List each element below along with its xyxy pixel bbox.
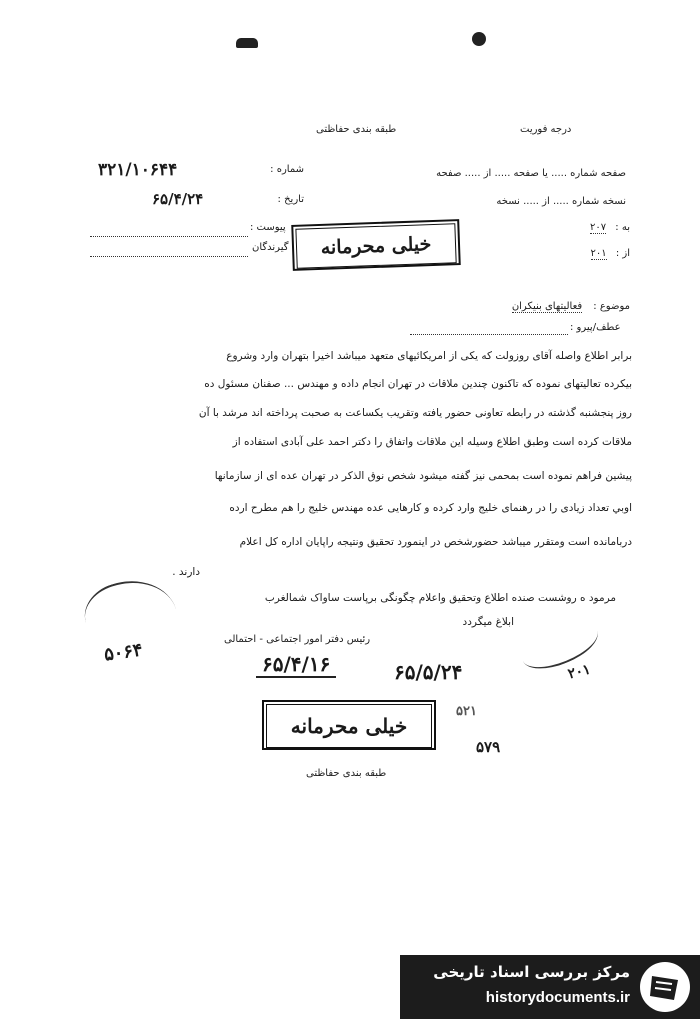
date-row: [150, 192, 304, 212]
number-value: ۳۲۱/۱۰۶۴۴: [98, 160, 178, 180]
attachment-label: پیوست :: [250, 222, 286, 233]
body-line: دربامانده است ومتقرر میباشد حضورشخص در اینمورد تحقیق ونتیجه راپایان اداره کل اعلام: [239, 536, 632, 548]
recipients-label: گیرندگان: [252, 242, 289, 253]
body-line: برابر اطلاع واصله آقای روزولت که یکی از امریکائیهای متعهد میباشد اخیرا بتهران وارد وشروع: [226, 350, 632, 362]
to-label: به :: [615, 222, 630, 233]
handwritten-date-center: ۶۵/۵/۲۴: [394, 660, 463, 684]
date-value: ۶۵/۴/۲۴: [152, 190, 204, 208]
confidential-stamp-top: [291, 219, 461, 271]
classification-label: طبقه بندی حفاظتی: [316, 124, 397, 135]
subject-row: [360, 294, 630, 313]
subject-value: فعالیتهای بنیکران: [511, 301, 583, 312]
footer-classification: طبقه بندی حفاظتی: [306, 768, 387, 779]
copy-label: نسخه شماره ..... از ..... نسخه: [496, 196, 626, 207]
brand-logo-icon: [638, 960, 692, 1014]
body-line: پیشین فراهم نموده است بمحمی نیز گفته میشود شخص نوق الذکر در تهران عده ای از سازمانها: [214, 470, 632, 482]
handwritten-scribble-right: [516, 614, 604, 677]
emblem-right: [472, 32, 486, 46]
brand-banner: [400, 955, 700, 1019]
body-line: ملاقات کرده است وطبق اطلاع وسیله این ملاقات واتفاق را دکتر احمد علی آبادی استفاده از: [232, 436, 632, 448]
body-line: ابلاغ میگردد: [462, 616, 514, 628]
recipients-line: [90, 256, 248, 257]
from-row: [510, 248, 630, 259]
emblem-left: [236, 38, 258, 48]
body-line: روز پنجشنبه گذشته در رابطه تعاونی حضور یافته وتقریب یکساعت به صحبت پرداخته اند مرشد با آن: [198, 407, 632, 419]
page-label: صفحه شماره ..... یا صفحه ..... از ..... صفحه: [436, 168, 626, 179]
reference-label: عطف/پیرو :: [570, 322, 621, 333]
from-value: ۲۰۱: [590, 248, 607, 259]
body-line: بیکرده تعالیتهای نموده که تاکنون چندین ملاقات در تهران انجام داده و مهندس ... صفنان مسئول ده: [204, 378, 632, 390]
handwritten-date-left: ۶۵/۴/۱۶: [256, 652, 336, 678]
number-label: شماره :: [270, 164, 304, 175]
body-line: دارند .: [172, 566, 200, 578]
priority-label: درجه فوریت: [520, 124, 572, 135]
signature-title: رئیس دفتر امور اجتماعی - احتمالی: [224, 634, 371, 645]
attachment-line: [90, 236, 248, 237]
brand-name: مرکز بررسی اسناد تاریخی: [433, 963, 630, 981]
confidential-stamp-bottom: [262, 700, 436, 750]
confidential-stamp-top-text: خیلی محرمانه: [295, 223, 456, 269]
confidential-stamp-bottom-text: خیلی محرمانه: [266, 704, 432, 748]
handwritten-code-left: ۵۰۶۴: [102, 639, 144, 666]
date-label: تاریخ :: [277, 194, 304, 205]
reference-line: [410, 334, 568, 335]
subject-label: موضوع :: [593, 301, 630, 312]
from-label: از :: [615, 248, 630, 259]
to-value: ۲۰۷: [589, 222, 607, 233]
body-line: اوبي تعداد زیادی را در رهنمای خلیج وارد کرده و کارهایی عده مهندس خلیج را هم مطرح ارده: [229, 502, 632, 514]
handwritten-number-right: ۲۰۱: [566, 661, 593, 683]
body-line: مرمود ه روشست صنده اطلاع وتحقیق واعلام چگونگی برپاست ساواک شمالغرب: [264, 592, 616, 604]
handwritten-number-small: ۵۷۹: [476, 738, 501, 756]
brand-url: historydocuments.ir: [485, 989, 630, 1006]
handwritten-number-small-2: ۵۲۱: [456, 704, 477, 719]
number-row: [96, 162, 304, 182]
to-row: [510, 222, 630, 233]
